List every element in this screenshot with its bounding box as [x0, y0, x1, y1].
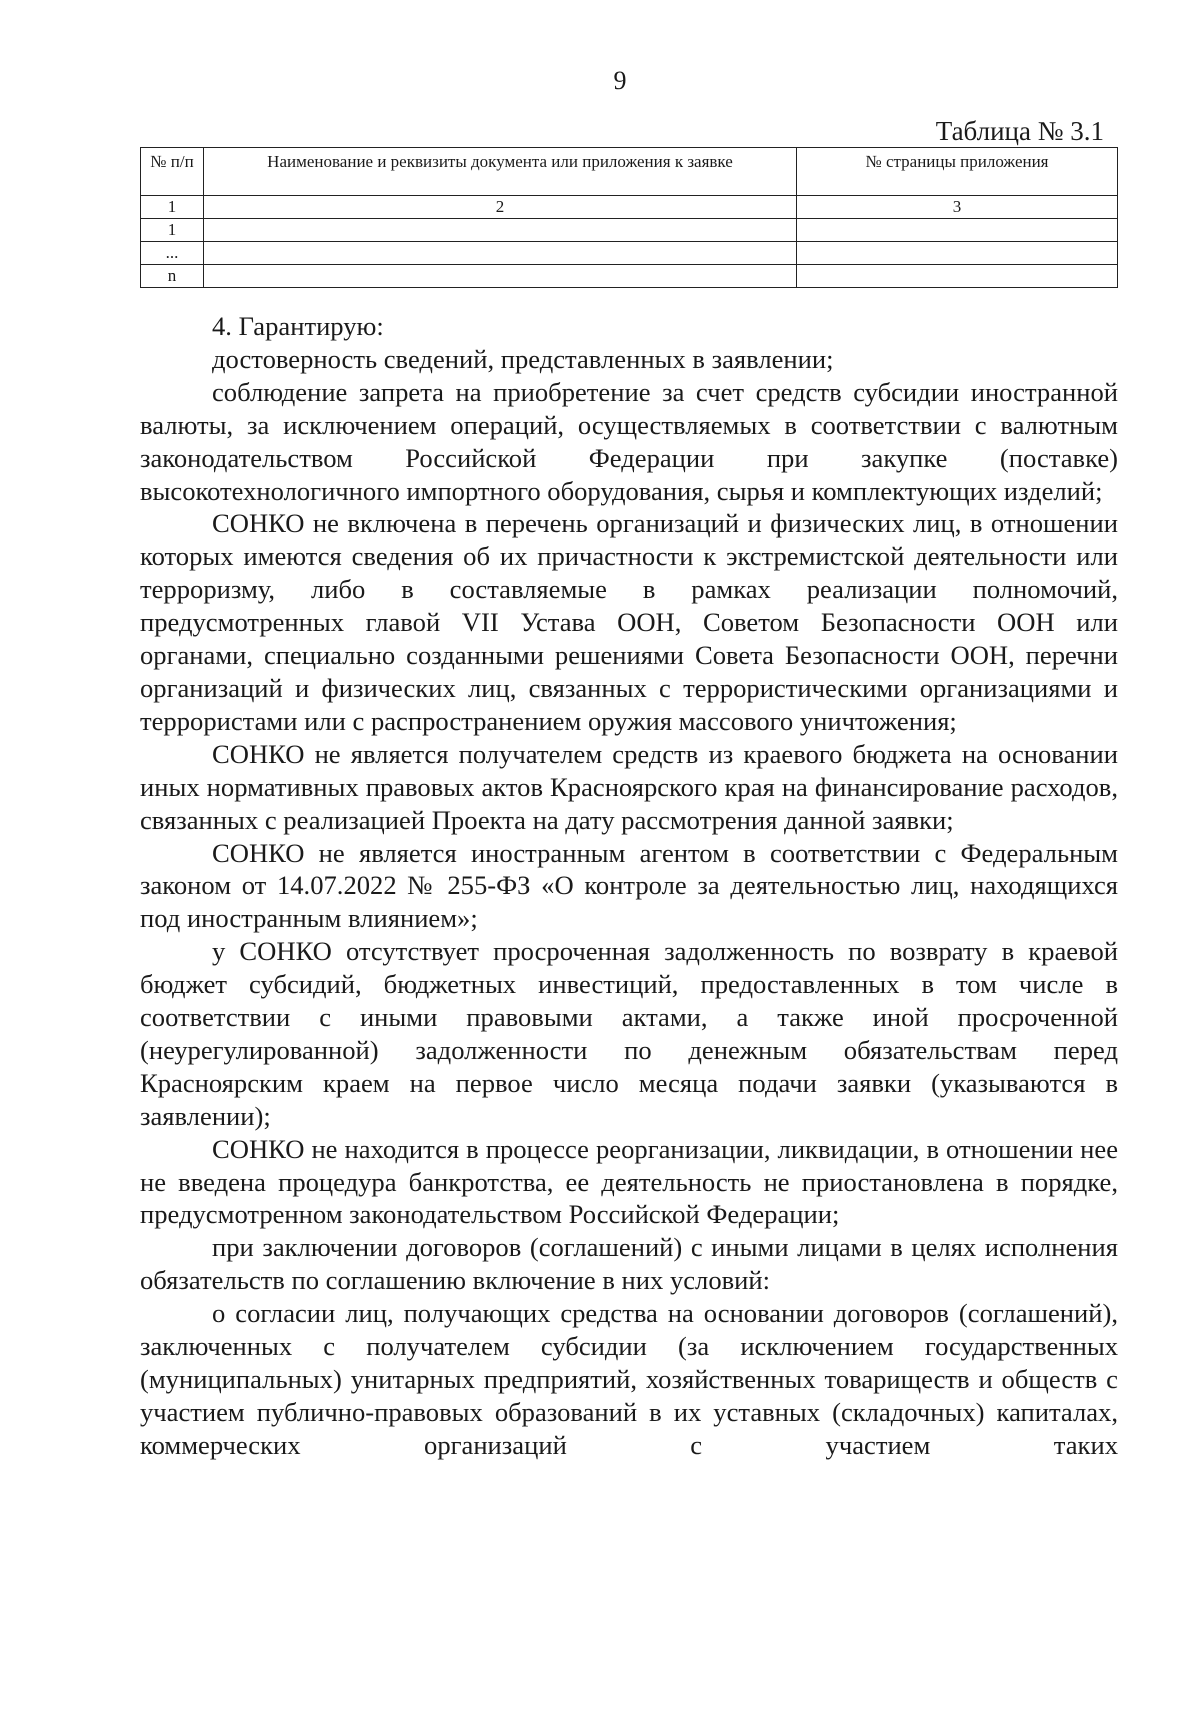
paragraph-continued: о согласии лиц, получающих средства на основании договоров (соглашений), заключенных с получателем субсидии (за исключением государственных (муниципальных) унитарных предприятий, хозяйственных товариществ и обществ с участием публично-правовых образований в их уставных (складочных) капиталах, коммерческих организаций с участием таких [140, 1298, 1118, 1460]
table-cell: 1 [141, 196, 204, 219]
table-row [141, 242, 1118, 265]
header-page-number: № страницы приложения [797, 148, 1118, 196]
table-cell [797, 265, 1118, 288]
table-row [141, 219, 1118, 242]
paragraph: СОНКО не является иностранным агентом в соответствии с Федеральным законом от 14.07.2022 № 255-ФЗ «О контроле за деятельностью лиц, находящихся под иностранным влиянием»; [140, 837, 1118, 934]
table-cell: 1 [141, 219, 204, 242]
paragraph: достоверность сведений, представленных в заявлении; [212, 343, 834, 374]
table-cell: 2 [204, 196, 797, 219]
table-cell: ... [141, 242, 204, 265]
table-caption: Таблица № 3.1 [935, 116, 1104, 146]
table-cell: 3 [797, 196, 1118, 219]
header-number: № п/п [141, 148, 204, 196]
table-cell [797, 242, 1118, 265]
table-cell [204, 265, 797, 288]
attachments-table [140, 147, 1118, 288]
header-document-name: Наименование и реквизиты документа или приложения к заявке [204, 148, 797, 196]
paragraph: СОНКО не включена в перечень организаций и физических лиц, в отношении которых имеются сведения об их причастности к экстремистской деятельности или терроризму, либо в составляемые в рамках реализации полномочий, предусмотренных главой VII Устава ООН, Советом Безопасности ООН или органами, специально созданными решениями Совета Безопасности ООН, перечни организаций и физических лиц, связанных с террористическими организациями и террористами или с распространением оружия массового уничтожения; [140, 508, 1118, 736]
table-header-row [141, 148, 1118, 196]
paragraph: при заключении договоров (соглашений) с иными лицами в целях исполнения обязательств по соглашению включение в них условий: [140, 1232, 1118, 1296]
document-body [140, 310, 1118, 1462]
paragraph: у СОНКО отсутствует просроченная задолженность по возврату в краевой бюджет субсидий, бюджетных инвестиций, предоставленных в том числе в соответствии с иными правовыми актами, а также иной просроченной (неурегулированной) задолженности по денежным обязательствам перед Красноярским краем на первое число месяца подачи заявки (указываются в заявлении); [140, 936, 1118, 1131]
table-row [141, 196, 1118, 219]
paragraph: СОНКО не находится в процессе реорганизации, ликвидации, в отношении нее не введена процедура банкротства, ее деятельность не приостановлена в порядке, предусмотренном законодательством Российской Федерации; [140, 1133, 1118, 1230]
table-cell: n [141, 265, 204, 288]
table-row [141, 265, 1118, 288]
table-cell [204, 219, 797, 242]
table-cell [797, 219, 1118, 242]
paragraph: соблюдение запрета на приобретение за счет средств субсидии иностранной валюты, за исключением операций, осуществляемых в соответствии с валютным законодательством Российской Федерации при закупке (поставке) высокотехнологичного импортного оборудования, сырья и комплектующих изделий; [140, 376, 1118, 506]
paragraph: СОНКО не является получателем средств из краевого бюджета на основании иных нормативных правовых актов Красноярского края на финансирование расходов, связанных с реализацией Проекта на дату рассмотрения данной заявки; [140, 738, 1118, 835]
section-heading-guarantee: 4. Гарантирую: [212, 311, 384, 341]
table-cell [204, 242, 797, 265]
page-number: 9 [613, 66, 627, 95]
